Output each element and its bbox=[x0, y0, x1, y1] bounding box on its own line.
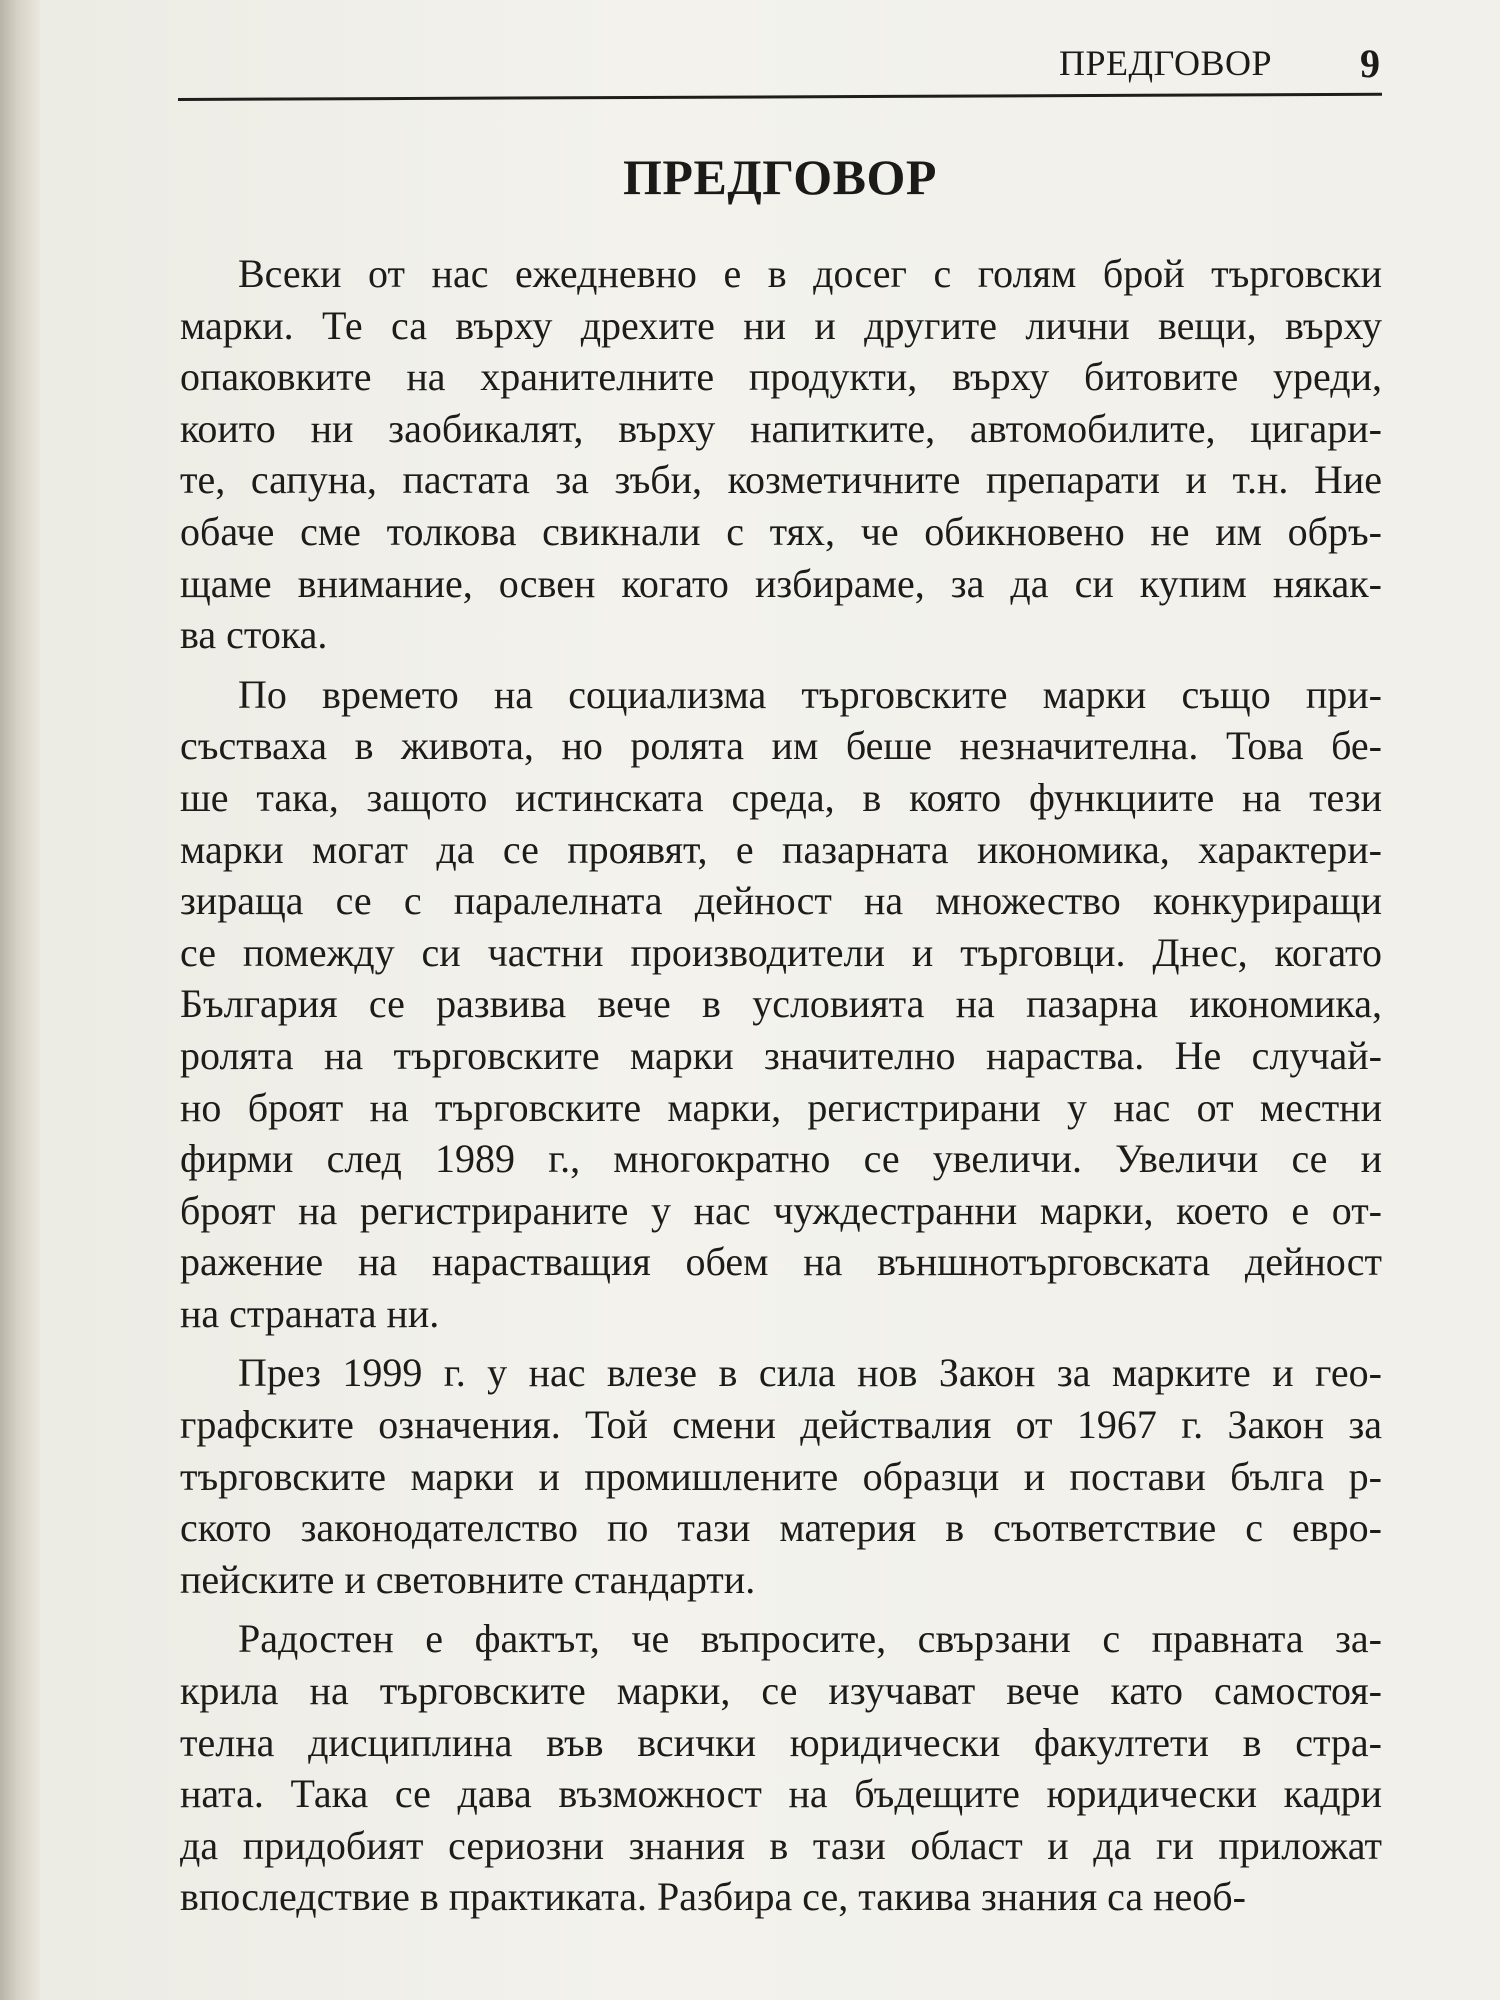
text-line: Всеки от нас ежедневно е в досег с голям брой търговски bbox=[238, 251, 1382, 296]
book-gutter bbox=[0, 0, 40, 2000]
text-line: броят на регистрираните у нас чуждестранни марки, което е от- bbox=[180, 1187, 1382, 1233]
text-line: се помежду си частни производители и търговци. Днес, когато bbox=[180, 929, 1382, 975]
text-line: крила на търговските марки, се изучават вече като самостоя- bbox=[180, 1668, 1382, 1714]
text-line: фирми след 1989 г., многократно се увеличи. Увеличи се и bbox=[180, 1136, 1382, 1182]
text-line: зираща се с паралелната дейност на множество конкуриращи bbox=[180, 878, 1382, 924]
text-line: пейските и световните стандарти. bbox=[180, 1556, 756, 1602]
text-line: те, сапуна, пастата за зъби, козметичните препарати и т.н. Ние bbox=[180, 457, 1382, 503]
text-line: които ни заобикалят, върху напитките, автомобилите, цигари- bbox=[180, 405, 1382, 451]
text-line: марки. Те са върху дрехите ни и другите лични вещи, върху bbox=[180, 302, 1382, 348]
paragraph bbox=[180, 1347, 1382, 1605]
text-line: опаковките на хранителните продукти, върху битовите уреди, bbox=[180, 354, 1382, 400]
running-header bbox=[180, 40, 1380, 90]
text-line: ше така, защото истинската среда, в която функциите на тези bbox=[180, 774, 1382, 820]
text-line: През 1999 г. у нас влезе в сила нов Закон за марките и гео- bbox=[238, 1350, 1382, 1396]
running-title: ПРЕДГОВОР bbox=[1058, 43, 1272, 83]
text-line: търговските марки и промишлените образци и постави бълга р- bbox=[180, 1453, 1382, 1499]
text-line: ната. Така се дава възможност на бъдещите юридически кадри bbox=[180, 1771, 1382, 1817]
body-text bbox=[180, 248, 1382, 1923]
text-line: Радостен е фактът, че въпросите, свързани с правната за- bbox=[238, 1616, 1382, 1662]
text-line: ролята на търговските марки значително нараства. Не случай- bbox=[180, 1032, 1382, 1078]
text-line: състваха в живота, но ролята им беше незначителна. Това бе- bbox=[180, 723, 1382, 769]
paragraph bbox=[180, 669, 1382, 1340]
text-line: да придобият сериозни знания в тази област и да ги приложат bbox=[180, 1822, 1382, 1868]
text-line: на страната ни. bbox=[180, 1290, 440, 1336]
text-line: ражение на нарастващия обем на външнотърговската дейност bbox=[180, 1239, 1382, 1285]
paragraph bbox=[180, 248, 1382, 661]
text-line: обаче сме толкова свикнали с тях, че обикновено не им обръ- bbox=[180, 508, 1382, 554]
text-line: марки могат да се проявят, е пазарната икономика, характери- bbox=[180, 826, 1382, 872]
paragraph bbox=[180, 1613, 1382, 1923]
text-line: графските означения. Той смени действалия от 1967 г. Закон за bbox=[180, 1402, 1382, 1448]
text-line: ва стока. bbox=[180, 612, 328, 658]
text-line: ското законодателство по тази материя в съответствие с евро- bbox=[180, 1505, 1382, 1551]
page-number: 9 bbox=[1360, 41, 1380, 86]
text-line: телна дисциплина във всички юридически факултети в стра- bbox=[180, 1719, 1382, 1765]
text-line: България се развива вече в условията на пазарна икономика, bbox=[180, 981, 1382, 1027]
text-line: По времето на социализма търговските марки също при- bbox=[238, 671, 1382, 717]
chapter-title: ПРЕДГОВОР bbox=[623, 149, 937, 205]
text-line: но броят на търговските марки, регистрирани у нас от местни bbox=[180, 1084, 1382, 1130]
text-line: щаме внимание, освен когато избираме, за да си купим някак- bbox=[180, 560, 1382, 606]
text-line: впоследствие в практиката. Разбира се, такива знания са необ- bbox=[180, 1874, 1246, 1920]
